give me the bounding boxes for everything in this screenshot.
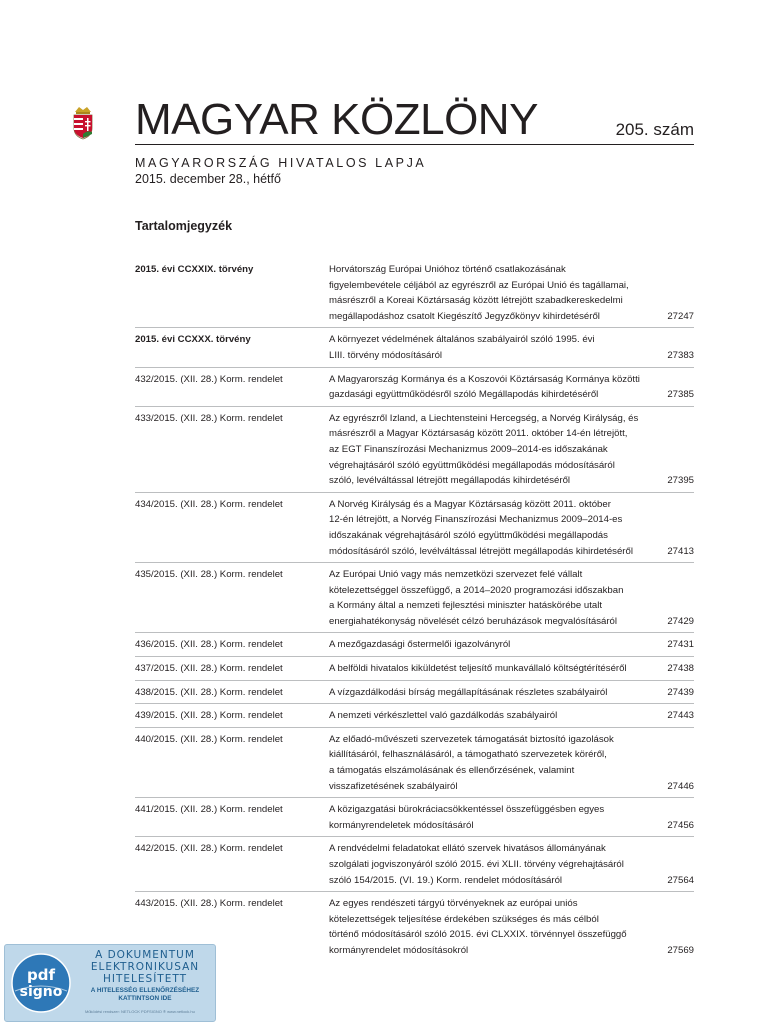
badge-verify-link[interactable]: A HITELESSÉG ELLENŐRZÉSÉHEZ KATTINTSON IDE: [90, 987, 200, 1002]
entry-separator: [135, 406, 694, 407]
toc-entry-page-number[interactable]: 27385: [667, 389, 694, 401]
toc-entry-title-line: másrészről a Magyar Köztársaság között 2011. október 14-én létrejött,: [329, 428, 628, 440]
toc-entry-title: [329, 708, 630, 724]
header-divider: [135, 144, 694, 145]
toc-entry-title-line: Az egyrészről Izland, a Liechtensteini Hercegség, a Norvég Királyság, és: [329, 412, 639, 424]
toc-entry[interactable]: [135, 661, 694, 677]
toc-entry-page-number[interactable]: 27383: [667, 349, 694, 361]
toc-entry-title: [329, 372, 640, 403]
toc-entry-reference: 433/2015. (XII. 28.) Korm. rendelet: [135, 412, 283, 424]
toc-entry-title: [329, 411, 639, 489]
toc-entry[interactable]: [135, 567, 694, 629]
toc-entry-title: [329, 637, 630, 653]
entry-separator: [135, 797, 694, 798]
toc-entry-page-number[interactable]: 27443: [667, 710, 694, 722]
entry-separator: [135, 836, 694, 837]
toc-entry-title-line: Az Európai Unió vagy más nemzetközi szervezet felé vállalt: [329, 569, 583, 581]
toc-entry-reference: 432/2015. (XII. 28.) Korm. rendelet: [135, 373, 283, 385]
toc-entry[interactable]: [135, 841, 694, 888]
toc-entry-title-line: megállapodáshoz csatolt Kiegészítő Jegyzőkönyv kihirdetéséről: [329, 310, 600, 322]
toc-entry-title-line: 12-én létrejött, a Norvég Finanszírozási Mechanizmus 2009–2014-es: [329, 514, 623, 526]
toc-entry-title: [329, 262, 630, 324]
badge-authenticated-text: A DOKUMENTUM ELEKTRONIKUSAN HITELESÍTETT: [90, 949, 200, 985]
toc-entry-title-line: kiállításáról, felhasználásáról, a támogatható szervezetek köréről,: [329, 749, 607, 761]
toc-entry-reference: 440/2015. (XII. 28.) Korm. rendelet: [135, 733, 283, 745]
toc-entry-title-line: gazdasági együttműködésről szóló Megállapodás kihirdetéséről: [329, 389, 599, 401]
toc-entry-title-line: energiahatékonyság növelését célzó beruházások megvalósításáról: [329, 615, 617, 627]
toc-entry[interactable]: [135, 372, 694, 403]
toc-entry-title-line: módosításáról szóló, levélváltással létrejött megállapodás kihirdetéséről: [329, 545, 633, 557]
toc-entry-title-line: kötelezettséggel összefüggő, a 2014–2020 programozási időszakban: [329, 584, 624, 596]
toc-entry-title: [329, 332, 630, 363]
toc-entry-title-line: visszafizetésének szabályairól: [329, 780, 458, 792]
logo-text-signo: signo: [19, 984, 63, 1000]
toc-entry-title-line: történő módosításáról szóló 2015. évi CLXXIX. törvénnyel összefüggő: [329, 929, 627, 941]
toc-entry-reference: 442/2015. (XII. 28.) Korm. rendelet: [135, 843, 283, 855]
toc-entry-title-line: Horvátország Európai Unióhoz történő csatlakozásának: [329, 264, 566, 275]
toc-entry-title: [329, 567, 630, 629]
toc-entry[interactable]: [135, 332, 694, 363]
toc-entry-page-number[interactable]: 27564: [667, 874, 694, 886]
toc-entry-title: [329, 802, 630, 833]
toc-entry-page-number[interactable]: 27439: [667, 686, 694, 698]
toc-entry-title: [329, 896, 630, 958]
toc-entry-title-line: A Norvég Királyság és a Magyar Köztársaság között 2011. október: [329, 498, 611, 510]
toc-entry-page-number[interactable]: 27429: [667, 615, 694, 627]
toc-entry[interactable]: [135, 708, 694, 724]
toc-entry-title-line: szolgálati jogviszonyáról szóló 2015. évi XLII. törvény végrehajtásáról: [329, 859, 624, 870]
toc-entry-title-line: szóló 154/2015. (VI. 19.) Korm. rendelet módosításáról: [329, 874, 563, 886]
toc-entry-reference: 437/2015. (XII. 28.) Korm. rendelet: [135, 663, 283, 675]
toc-entry[interactable]: [135, 637, 694, 653]
toc-entry-page-number[interactable]: 27413: [667, 545, 694, 557]
table-of-contents: [135, 262, 694, 959]
entry-separator: [135, 327, 694, 328]
toc-entry-title: [329, 732, 630, 794]
entry-separator: [135, 727, 694, 728]
entry-separator: [135, 632, 694, 633]
toc-entry-title-line: A Magyarország Kormánya és a Koszovói Köztársaság Kormánya közötti: [329, 373, 640, 385]
toc-entry-title-line: kormányrendeletek módosításáról: [329, 819, 474, 831]
toc-entry-title-line: kötelezettségek teljesítése érdekében szükséges és más célból: [329, 913, 599, 925]
toc-entry-title-line: Az előadó-művészeti szervezetek támogatását biztosító igazolások: [329, 733, 614, 745]
toc-entry-reference: 436/2015. (XII. 28.) Korm. rendelet: [135, 639, 283, 651]
toc-entry-reference: 434/2015. (XII. 28.) Korm. rendelet: [135, 498, 283, 510]
toc-entry-title-line: szóló, levélváltással létrejött megállapodás kihirdetéséről: [329, 475, 571, 487]
toc-entry-title: [329, 661, 630, 677]
toc-entry-page-number[interactable]: 27446: [667, 780, 694, 792]
toc-entry-reference: 2015. évi CCXXX. törvény: [135, 334, 251, 346]
toc-entry-title-line: A közigazgatási bürokráciacsökkentéssel összefüggésben egyes: [329, 804, 605, 816]
toc-entry-title-line: a Kormány által a nemzeti fejlesztési miniszter hatáskörébe utalt: [329, 600, 603, 612]
toc-entry-reference: 441/2015. (XII. 28.) Korm. rendelet: [135, 804, 283, 816]
toc-entry[interactable]: [135, 497, 694, 559]
toc-entry-title: [329, 841, 630, 888]
toc-entry-title: [329, 685, 630, 701]
toc-entry[interactable]: [135, 896, 694, 958]
publication-title: MAGYAR KÖZLÖNY: [135, 95, 538, 144]
toc-entry-page-number[interactable]: 27247: [667, 310, 694, 322]
toc-entry-title-line: végrehajtásáról szóló együttműködési megállapodás módosításáról: [329, 459, 615, 471]
toc-entry-title-line: A nemzeti vérkészlettel való gazdálkodás szabályairól: [329, 710, 558, 722]
pdfsigno-logo-icon: [9, 951, 73, 1015]
entry-separator: [135, 703, 694, 704]
toc-entry-reference: 435/2015. (XII. 28.) Korm. rendelet: [135, 569, 283, 581]
toc-entry[interactable]: [135, 802, 694, 833]
entry-separator: [135, 680, 694, 681]
toc-entry-title-line: LIII. törvény módosításáról: [329, 349, 443, 361]
toc-entry[interactable]: [135, 411, 694, 489]
toc-entry-page-number[interactable]: 27395: [667, 475, 694, 487]
entry-separator: [135, 562, 694, 563]
toc-entry-title-line: Az egyes rendészeti tárgyú törvényeknek az európai uniós: [329, 898, 578, 910]
toc-entry-page-number[interactable]: 27569: [667, 944, 694, 956]
toc-entry-title-line: másrészről a Koreai Köztársaság között létrejött szabadkereskedelmi: [329, 295, 623, 307]
toc-entry-title-line: A környezet védelmének általános szabályairól szóló 1995. évi: [329, 334, 595, 346]
toc-entry-title-line: az EGT Finanszírozási Mechanizmus 2009–2014-es időszakának: [329, 443, 608, 455]
toc-entry-page-number[interactable]: 27456: [667, 819, 694, 831]
entry-separator: [135, 656, 694, 657]
toc-entry-reference: 2015. évi CCXXIX. törvény: [135, 264, 254, 275]
toc-entry-title-line: A vízgazdálkodási bírság megállapításának részletes szabályairól: [329, 686, 608, 698]
toc-entry-title-line: A mezőgazdasági őstermelői igazolványról: [329, 639, 511, 651]
toc-entry-reference: 439/2015. (XII. 28.) Korm. rendelet: [135, 710, 283, 722]
entry-separator: [135, 492, 694, 493]
toc-entry-title-line: A rendvédelmi feladatokat ellátó szervek hivatásos állományának: [329, 843, 606, 855]
toc-entry-title-line: kormányrendelet módosításokról: [329, 944, 469, 956]
logo-text-pdf: pdf: [26, 966, 56, 984]
toc-heading: Tartalomjegyzék: [135, 219, 233, 233]
entry-separator: [135, 367, 694, 368]
authentication-badge[interactable]: [4, 944, 216, 1022]
toc-entry-title-line: A belföldi hivatalos kiküldetést teljesítő munkavállaló költségtérítéséről: [329, 663, 627, 675]
toc-entry[interactable]: [135, 732, 694, 794]
toc-entry[interactable]: [135, 685, 694, 701]
entry-separator: [135, 891, 694, 892]
publication-subtitle: MAGYARORSZÁG HIVATALOS LAPJA: [135, 156, 427, 170]
toc-entry-reference: 438/2015. (XII. 28.) Korm. rendelet: [135, 686, 283, 698]
coat-of-arms-icon: [72, 104, 94, 140]
publication-date: 2015. december 28., hétfő: [135, 172, 281, 186]
issue-number: 205. szám: [615, 120, 694, 139]
toc-entry[interactable]: [135, 262, 694, 324]
toc-entry-title: [329, 497, 633, 559]
toc-entry-reference: 443/2015. (XII. 28.) Korm. rendelet: [135, 898, 283, 910]
toc-entry-title-line: időszakának végrehajtásáról szóló együttműködési megállapodás: [329, 529, 608, 541]
toc-entry-page-number[interactable]: 27431: [667, 639, 694, 651]
toc-entry-title-line: a támogatás elszámolásának és ellenőrzésének, valamint: [329, 765, 575, 777]
toc-entry-title-line: figyelembevétele céljából az egyrészről az Európai Unió és tagállamai,: [329, 279, 629, 291]
badge-footer-text: Működési rendszer: NETLOCK PDFSIGNO ® www.netlock.hu: [85, 1009, 195, 1014]
toc-entry-page-number[interactable]: 27438: [667, 663, 694, 675]
